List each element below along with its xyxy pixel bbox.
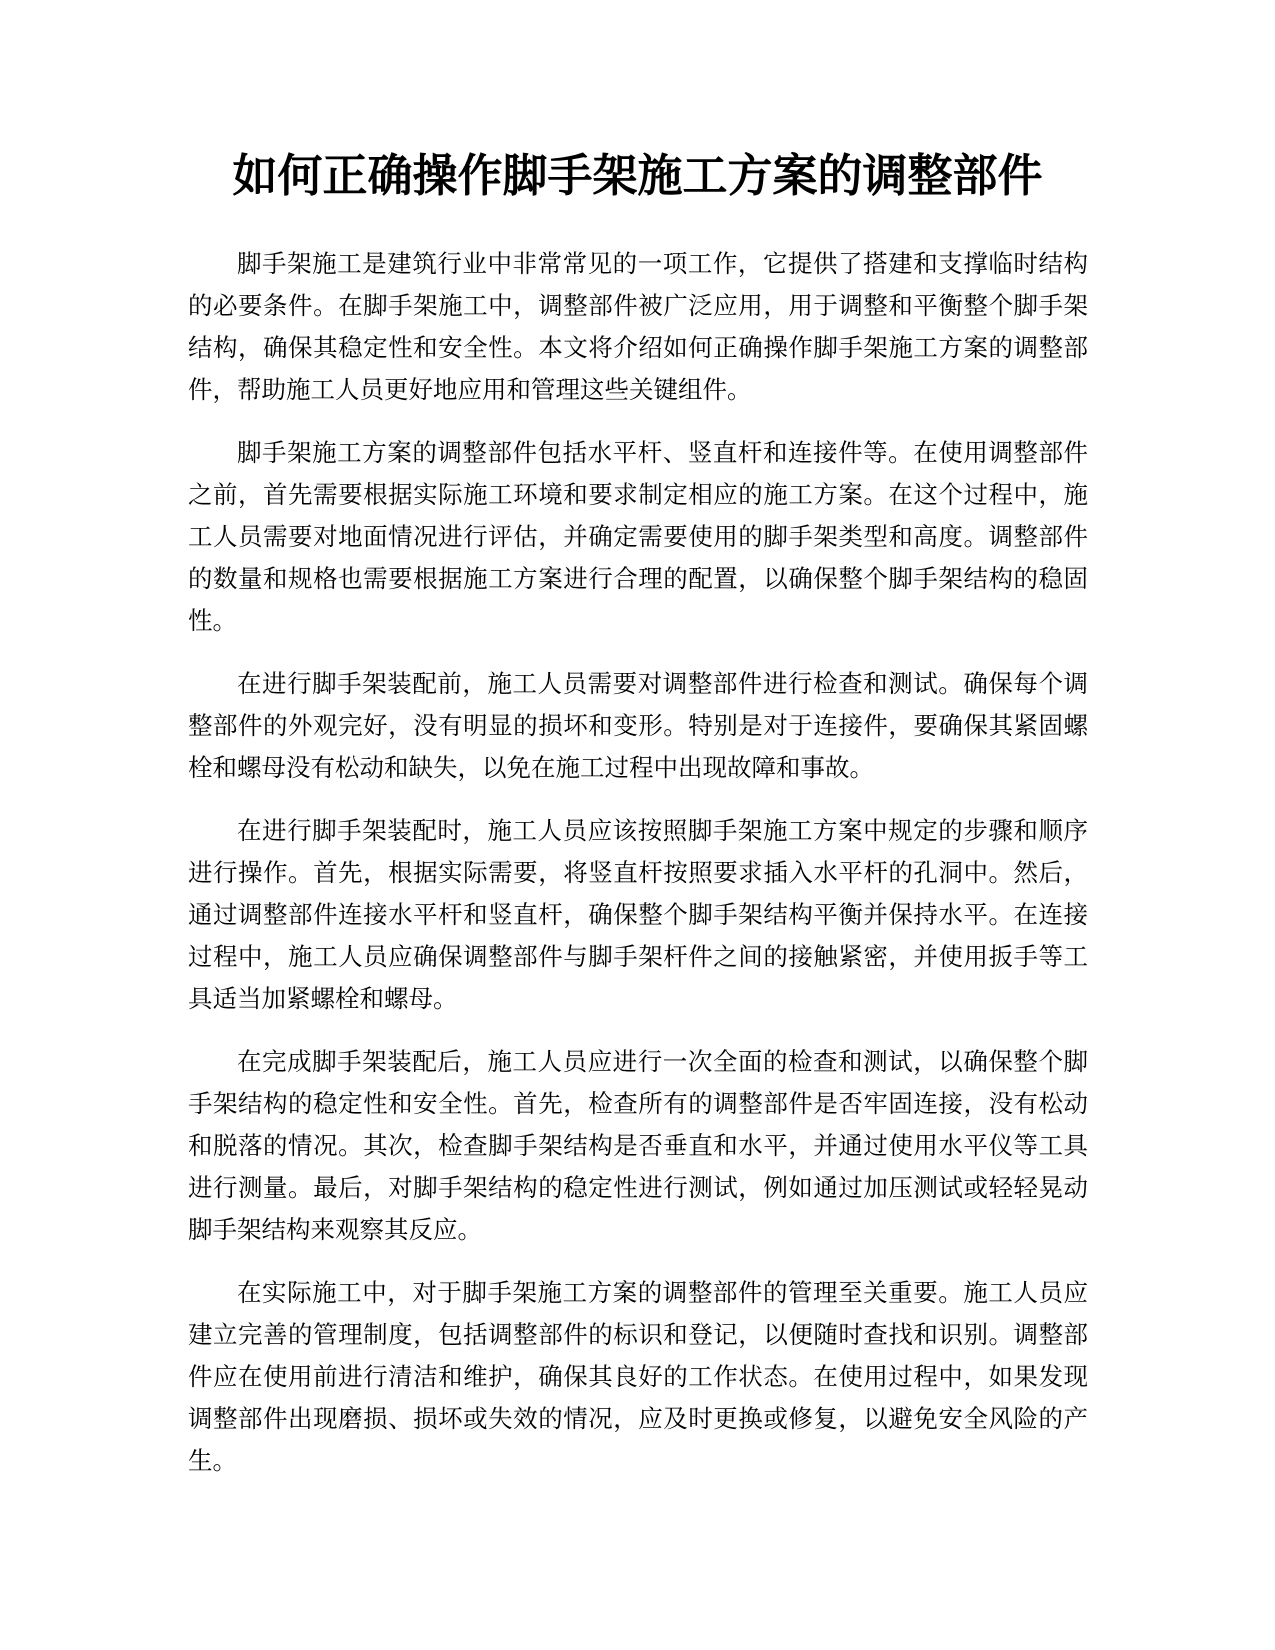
paragraph-3: 在进行脚手架装配前，施工人员需要对调整部件进行检查和测试。确保每个调整部件的外观完好，没有明显的损坏和变形。特别是对于连接件，要确保其紧固螺栓和螺母没有松动和缺失，以免在施工过程中出现故障和事故。 (188, 669, 1088, 782)
paragraph-5: 在完成脚手架装配后，施工人员应进行一次全面的检查和测试，以确保整个脚手架结构的稳定性和安全性。首先，检查所有的调整部件是否牢固连接，没有松动和脱落的情况。其次，检查脚手架结构是否垂直和水平，并通过使用水平仪等工具进行测量。最后，对脚手架结构的稳定性进行测试，例如通过加压测试或轻轻晃动脚手架结构来观察其反应。 (188, 1047, 1088, 1244)
page-title: 如何正确操作脚手架施工方案的调整部件 (232, 149, 1043, 202)
paragraph-4: 在进行脚手架装配时，施工人员应该按照脚手架施工方案中规定的步骤和顺序进行操作。首先，根据实际需要，将竖直杆按照要求插入水平杆的孔洞中。然后，通过调整部件连接水平杆和竖直杆，确保整个脚手架结构平衡并保持水平。在连接过程中，施工人员应确保调整部件与脚手架杆件之间的接触紧密，并使用扳手等工具适当加紧螺栓和螺母。 (188, 816, 1088, 1013)
paragraph-6: 在实际施工中，对于脚手架施工方案的调整部件的管理至关重要。施工人员应建立完善的管理制度，包括调整部件的标识和登记，以便随时查找和识别。调整部件应在使用前进行清洁和维护，确保其良好的工作状态。在使用过程中，如果发现调整部件出现磨损、损坏或失效的情况，应及时更换或修复，以避免安全风险的产生。 (188, 1278, 1088, 1475)
document-body (188, 243, 1088, 1503)
paragraph-2: 脚手架施工方案的调整部件包括水平杆、竖直杆和连接件等。在使用调整部件之前，首先需要根据实际施工环境和要求制定相应的施工方案。在这个过程中，施工人员需要对地面情况进行评估，并确定需要使用的脚手架类型和高度。调整部件的数量和规格也需要根据施工方案进行合理的配置，以确保整个脚手架结构的稳固性。 (188, 438, 1088, 635)
paragraph-1: 脚手架施工是建筑行业中非常常见的一项工作，它提供了搭建和支撑临时结构的必要条件。在脚手架施工中，调整部件被广泛应用，用于调整和平衡整个脚手架结构，确保其稳定性和安全性。本文将介绍如何正确操作脚手架施工方案的调整部件，帮助施工人员更好地应用和管理这些关键组件。 (188, 249, 1088, 404)
